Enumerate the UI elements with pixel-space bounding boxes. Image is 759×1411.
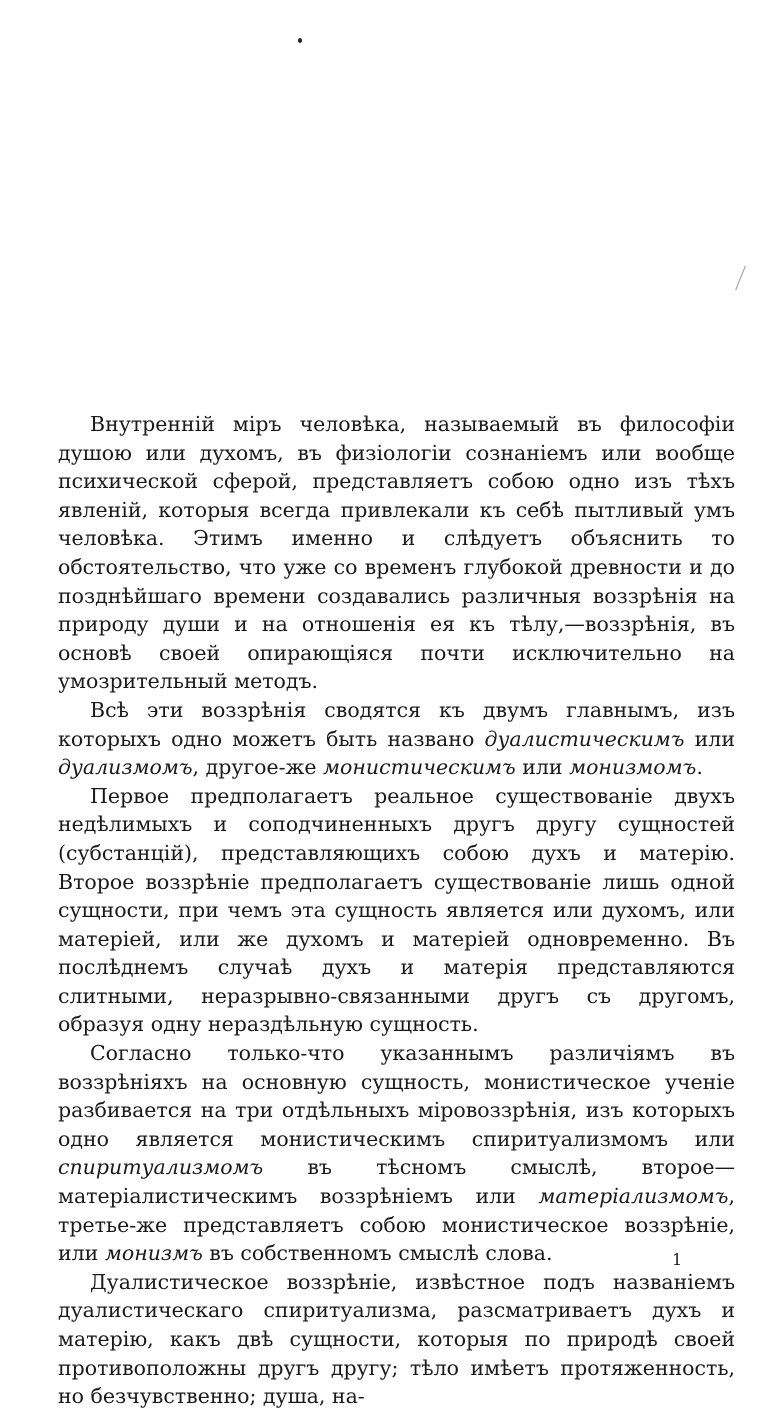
text-run: .	[696, 755, 703, 780]
paragraph	[58, 696, 735, 782]
text-run: въ тѣсномъ смыслѣ, второе—матеріалистическимъ воззрѣніемъ или	[58, 1155, 735, 1209]
italic-term: спиритуализмомъ	[58, 1155, 264, 1180]
paragraph	[58, 782, 735, 1039]
text-run: Внутренній міръ человѣка, называемый въ философіи душою или духомъ, въ физіологіи сознаніемъ или вообще психической сферой, представляетъ собою одно изъ тѣхъ явленій, которыя всегда привлекали къ себѣ пытливый умъ человѣка. Этимъ именно и слѣдуетъ объяснить то обстоятельство, что уже со временъ глубокой древности и до позднѣйшаго времени создавались различныя воззрѣнія на природу души и на отношенія ея къ тѣлу,—воззрѣнія, въ основѣ своей опирающіяся почти исключительно на умозрительный методъ.	[58, 412, 735, 694]
text-run: Первое предполагаетъ реальное существованіе двухъ недѣлимыхъ и соподчиненныхъ другъ другу сущностей (субстанцій), представляющихъ собою духъ и матерію. Второе воззрѣніе предполагаетъ существованіе лишь одной сущности, при чемъ эта сущность является или духомъ, или матеріей, или же духомъ и матеріей одновременно. Въ послѣднемъ случаѣ духъ и матерія представляются слитными, неразрывно-связанными другъ съ другомъ, образуя одну нераздѣльную сущность.	[58, 783, 735, 1037]
italic-term: монизмъ	[104, 1241, 203, 1266]
italic-term: монистическимъ	[323, 755, 516, 780]
text-run: , другое-же	[192, 755, 324, 780]
text-run: Дуалистическое воззрѣніе, извѣстное подъ названіемъ дуалистическаго спиритуализма, разсматриваетъ духъ и матерію, какъ двѣ сущности, которыя по природѣ своей противоположны другъ другу; тѣло имѣетъ протяженность, но безчувственно; душа, на-	[58, 1269, 735, 1409]
ink-speck	[298, 38, 302, 43]
italic-term: дуалистическимъ	[484, 726, 685, 751]
body-text	[58, 410, 735, 1411]
text-run: или	[684, 726, 735, 751]
margin-mark	[735, 266, 746, 290]
text-run: въ собственномъ смыслѣ слова.	[202, 1241, 553, 1266]
paragraph	[58, 1268, 735, 1411]
italic-term: монизмомъ	[569, 755, 697, 780]
text-run: , третье-же представляетъ собою монистическое воззрѣніе, или	[58, 1184, 735, 1266]
text-run: Согласно только-что указаннымъ различіямъ въ воззрѣніяхъ на основную сущность, монистическое ученіе разбивается на три отдѣльныхъ міровоззрѣнія, изъ которыхъ одно является монистическимъ спиритуализмомъ или	[58, 1041, 735, 1151]
italic-term: дуализмомъ	[58, 755, 193, 780]
page-number: 1	[672, 1250, 683, 1269]
text-run: или	[515, 755, 570, 780]
italic-term: матеріализмомъ	[538, 1184, 729, 1209]
text-run: Всѣ эти воззрѣнія сводятся къ двумъ главнымъ, изъ которыхъ одно можетъ быть названо	[58, 697, 735, 751]
paragraph	[58, 1039, 735, 1268]
paragraph	[58, 410, 735, 696]
